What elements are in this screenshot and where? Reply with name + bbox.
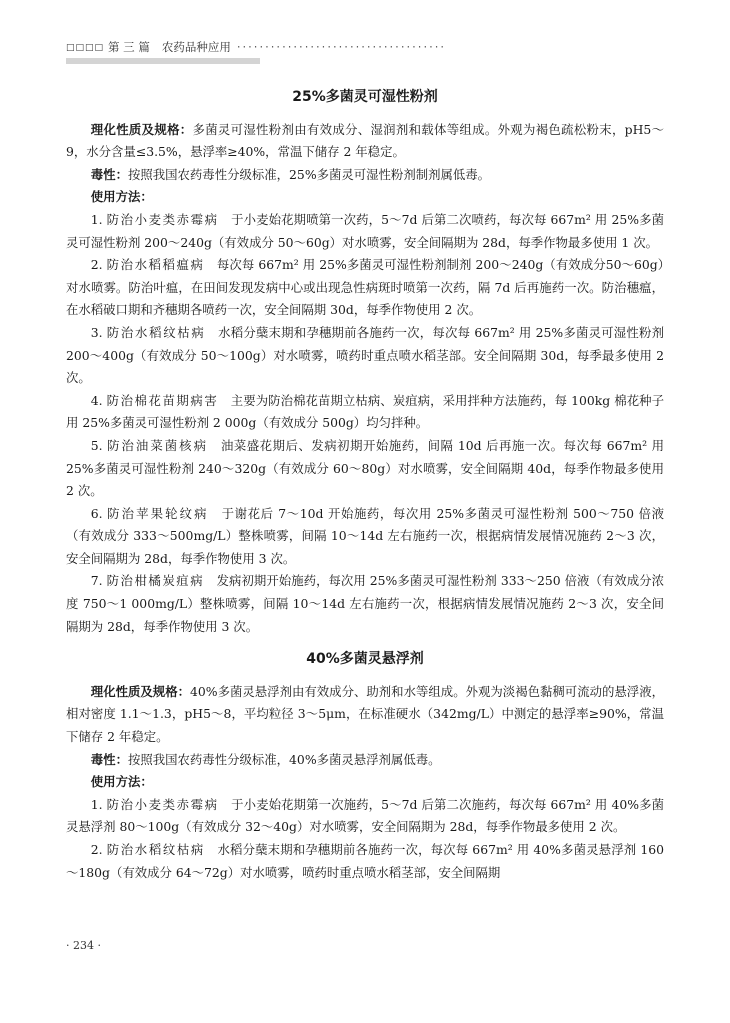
header-dot-leader: ····································· bbox=[236, 40, 447, 54]
toxicity-text: 按照我国农药毒性分级标准，40%多菌灵悬浮剂属低毒。 bbox=[127, 751, 441, 767]
toxicity-text: 按照我国农药毒性分级标准，25%多菌灵可湿性粉剂制剂属低毒。 bbox=[127, 166, 491, 182]
usage-item bbox=[66, 435, 664, 503]
header-chapter: 第 三 篇 bbox=[108, 40, 150, 54]
item-text: 于小麦始花期喷第一次药，5～7d 后第二次喷药，每次每 667m² 用 25%多菌灵可湿性粉剂 200～240g（有效成分 50～60g）对水喷雾，安全间隔期为 28d，每季作物最多使用 1 次。 bbox=[66, 211, 664, 250]
pest-name: 防治棉花苗期病害 bbox=[106, 392, 219, 408]
pest-name: 防治小麦类赤霉病 bbox=[106, 211, 219, 227]
item-number: 6. bbox=[90, 505, 103, 521]
usage-label: 使用方法： bbox=[90, 189, 153, 205]
item-number: 5. bbox=[90, 437, 103, 453]
item-text: 发病初期开始施药，每次用 25%多菌灵可湿性粉剂 333～250 倍液（有效成分浓度 750～1 000mg/L）整株喷雾，间隔 10～14d 左右施药一次，根据病情发展情况施药 2～3 次，安全间隔期为 28d，每季作物使用 3 次。 bbox=[66, 573, 665, 634]
item-number: 2. bbox=[90, 842, 103, 857]
toxicity-paragraph bbox=[66, 749, 664, 772]
usage-label: 使用方法： bbox=[90, 774, 153, 790]
item-number: 7. bbox=[90, 573, 103, 589]
item-number: 1. bbox=[90, 211, 103, 227]
item-text: 主要为防治棉花苗期立枯病、炭疽病，采用拌种方法施药，每 100kg 棉花种子用 25%多菌灵可湿性粉剂 2 000g（有效成分 500g）均匀拌种。 bbox=[66, 392, 665, 431]
pest-name: 防治油菜菌核病 bbox=[107, 437, 209, 453]
header-rule bbox=[66, 58, 260, 64]
properties-label: 理化性质及规格： bbox=[90, 121, 193, 137]
item-text: 于谢花后 7～10d 开始施药，每次用 25%多菌灵可湿性粉剂 500～750 倍液（有效成分 333～500mg/L）整株喷雾，间隔 10～14d 左右施药一次，根据病情发展情况施药 2～3 次，安全间隔期为 28d，每季作物使用 3 次。 bbox=[66, 505, 664, 566]
item-text: 油菜盛花期后、发病初期开始施药，间隔 10d 后再施一次。每次每 667m² 用 25%多菌灵可湿性粉剂 240～320g（有效成分 60～80g）对水喷雾，安全间隔期 40d，每季作物最多使用 2 次。 bbox=[66, 437, 664, 499]
item-text: 水稻分蘖末期和孕穗期前各施药一次，每次每 667m² 用 25%多菌灵可湿性粉剂 200～400g（有效成分 50～100g）对水喷雾，喷药时重点喷水稻茎部。安全间隔期 30d，每季最多使用 2 次。 bbox=[66, 324, 664, 386]
properties-text: 40%多菌灵悬浮剂由有效成分、助剂和水等组成。外观为淡褐色黏稠可流动的悬浮液，相对密度 1.1～1.3，pH5～8，平均粒径 3～5μm，在标准硬水（342mg/L）中测定的悬浮率≥90%，常温下储存 2 年稳定。 bbox=[66, 683, 665, 745]
toxicity-paragraph bbox=[66, 164, 664, 187]
usage-item bbox=[66, 209, 664, 254]
pest-name: 防治水稻稻瘟病 bbox=[106, 257, 205, 273]
properties-paragraph bbox=[66, 119, 664, 164]
usage-heading bbox=[66, 186, 664, 209]
usage-item bbox=[66, 390, 664, 435]
item-text: 每次每 667m² 用 25%多菌灵可湿性粉剂制剂 200～240g（有效成分50～60g）对水喷雾。防治叶瘟，在田间发现发病中心或出现急性病斑时喷第一次药，隔 7d 后再施药一次。防治穗瘟，在水稻破口期和齐穗期各喷药一次，安全间隔期 30d，每季作物使用 2 次。 bbox=[66, 257, 664, 318]
usage-item bbox=[66, 503, 664, 571]
usage-item bbox=[66, 570, 664, 638]
section-title: 25%多菌灵可湿性粉剂 bbox=[292, 89, 438, 105]
section-title: 40%多菌灵悬浮剂 bbox=[306, 651, 424, 668]
item-number: 2. bbox=[90, 257, 103, 273]
properties-paragraph bbox=[66, 681, 664, 749]
properties-text: 多菌灵可湿性粉剂由有效成分、湿润剂和载体等组成。外观为褐色疏松粉末，pH5～9，水分含量≤3.5%，悬浮率≥40%，常温下储存 2 年稳定。 bbox=[66, 121, 665, 160]
page-content bbox=[66, 80, 664, 884]
header-boxes: □□□□ bbox=[66, 43, 105, 53]
toxicity-label: 毒性： bbox=[90, 751, 128, 767]
item-number: 3. bbox=[90, 324, 103, 340]
usage-item bbox=[66, 322, 664, 390]
running-header bbox=[66, 39, 664, 57]
item-number: 1. bbox=[90, 796, 103, 812]
pest-name: 防治柑橘炭疽病 bbox=[106, 573, 205, 589]
usage-item bbox=[66, 794, 664, 839]
properties-label: 理化性质及规格： bbox=[90, 683, 191, 699]
item-number: 4. bbox=[90, 392, 103, 408]
item-text: 于小麦始花期第一次施药，5～7d 后第二次施药，每次每 667m² 用 40%多菌灵悬浮剂 80～100g（有效成分 32～40g）对水喷雾，安全间隔期为 28d，每季作物最多使用 2 次。 bbox=[66, 796, 664, 835]
item-text: 水稻分蘖末期和孕穗期前各施药一次，每次每 667m² 用 40%多菌灵悬浮剂 160～180g（有效成分 64～72g）对水喷雾，喷药时重点喷水稻茎部，安全间隔期 bbox=[66, 842, 665, 880]
header-subject: 农药品种应用 bbox=[161, 40, 231, 54]
toxicity-label: 毒性： bbox=[90, 166, 128, 182]
pest-name: 防治水稻纹枯病 bbox=[106, 842, 205, 857]
usage-item bbox=[66, 254, 664, 322]
usage-item bbox=[66, 839, 664, 884]
pest-name: 防治苹果轮纹病 bbox=[107, 505, 209, 521]
usage-heading bbox=[66, 771, 664, 794]
pest-name: 防治水稻纹枯病 bbox=[106, 324, 206, 340]
pest-name: 防治小麦类赤霉病 bbox=[106, 796, 219, 812]
page-number: · 234 · bbox=[66, 939, 101, 952]
